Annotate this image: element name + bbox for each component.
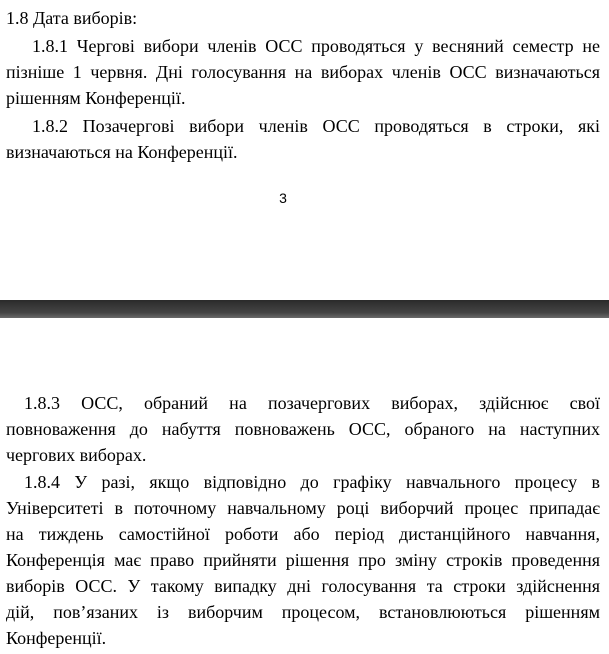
clause-1-8-4-line-2: Університеті в поточному навчальному році виборчий процес припадає — [6, 498, 600, 518]
document-page-bottom — [0, 318, 609, 654]
document-page-top — [0, 0, 609, 300]
clause-1-8-4-line-5: виборів ОСС. У такому випадку дні голосування та строки здійснення — [6, 576, 600, 596]
clause-1-8-1-line-2: пізніше 1 червня. Дні голосування на виборах членів ОСС визначаються — [6, 62, 600, 82]
clause-1-8-4-line-6: дій, пов’язаних із виборчим процесом, встановлюються рішенням — [6, 602, 600, 622]
clause-1-8-3-line-2: повноваження до набуття повноважень ОСС, обраного на наступних — [6, 419, 600, 439]
clause-1-8-4-line-3: на тиждень самостійної роботи або період дистанційного навчання, — [6, 524, 600, 544]
clause-1-8-3-line-3: чергових виборах. — [6, 445, 147, 465]
page-separator — [0, 300, 609, 318]
clause-1-8-1-line-1: 1.8.1 Чергові вибори членів ОСС проводяться у весняний семестр не — [32, 36, 600, 56]
clause-1-8-4-line-1: 1.8.4 У разі, якщо відповідно до графіку навчального процесу в — [24, 472, 600, 492]
page-number: 3 — [279, 190, 287, 206]
clause-1-8-3-line-1: 1.8.3 ОСС, обраний на позачергових виборах, здійснює свої — [24, 393, 600, 413]
section-heading: 1.8 Дата виборів: — [6, 8, 138, 28]
clause-1-8-1-line-3: рішенням Конференції. — [6, 88, 186, 108]
clause-1-8-2-line-2: визначаються на Конференції. — [6, 142, 238, 162]
clause-1-8-4-line-7: Конференції. — [6, 628, 107, 648]
clause-1-8-4-line-4: Конференція має право прийняти рішення про зміну строків проведення — [6, 550, 600, 570]
clause-1-8-2-line-1: 1.8.2 Позачергові вибори членів ОСС проводяться в строки, які — [32, 116, 600, 136]
